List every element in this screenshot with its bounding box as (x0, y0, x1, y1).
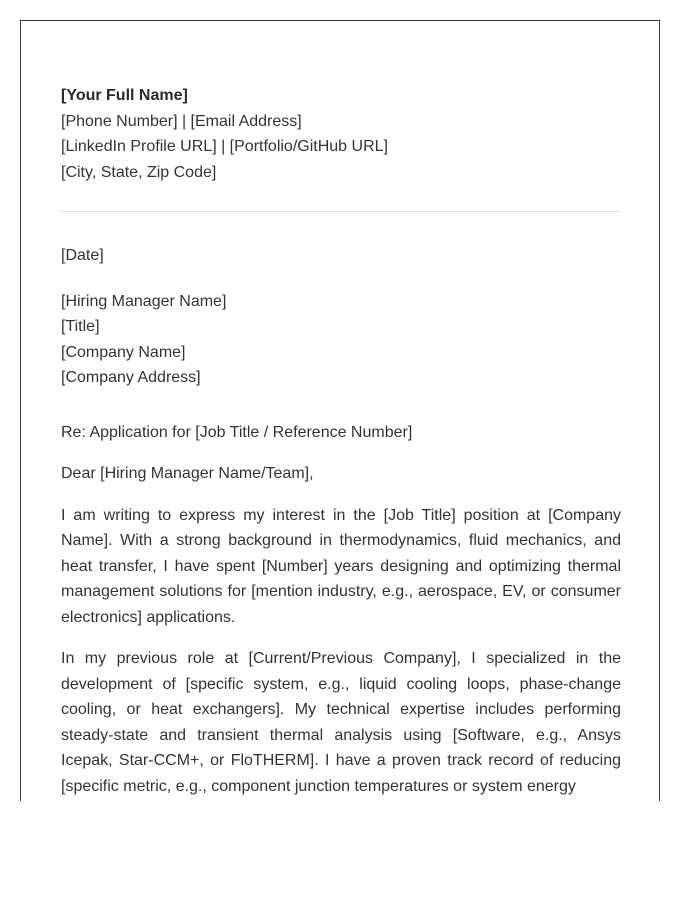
sender-contact-phone-email: [Phone Number] | [Email Address] (61, 112, 302, 130)
letter-page (20, 20, 660, 801)
recipient-title: [Title] (61, 318, 100, 335)
sender-contact-links: [LinkedIn Profile URL] | [Portfolio/GitHub URL] (61, 138, 388, 155)
letter-content (61, 83, 621, 801)
sender-name: [Your Full Name] (61, 87, 188, 104)
header-divider (61, 211, 621, 212)
recipient-company: [Company Name] (61, 343, 186, 361)
recipient-block (61, 289, 621, 391)
subject-line: Re: Application for [Job Title / Reference Number] (61, 423, 413, 441)
sender-header (61, 83, 621, 185)
sender-location: [City, State, Zip Code] (61, 163, 217, 181)
body-paragraph: In my previous role at [Current/Previous Company], I specialized in the development of [specific system, e.g., liquid cooling loops, phase-change cooling, or heat exchangers]. My technical expertise includes performing steady-state and transient thermal analysis using [Software, e.g., Ansys Icepak, Star-CCM+, or FloTHERM]. I have a proven track record of reducing [specific metric, e.g., component junction temperatures or system energy (61, 650, 621, 795)
letter-date: [Date] (61, 247, 104, 264)
recipient-address: [Company Address] (61, 369, 201, 386)
salutation: Dear [Hiring Manager Name/Team], (61, 465, 314, 482)
recipient-name: [Hiring Manager Name] (61, 292, 227, 310)
body-paragraph: I am writing to express my interest in the [Job Title] position at [Company Name]. With a strong background in thermodynamics, fluid mechanics, and heat transfer, I have spent [Number] years designing and optimizing thermal management solutions for [mention industry, e.g., aerospace, EV, or consumer electronics] applications. (61, 506, 621, 626)
